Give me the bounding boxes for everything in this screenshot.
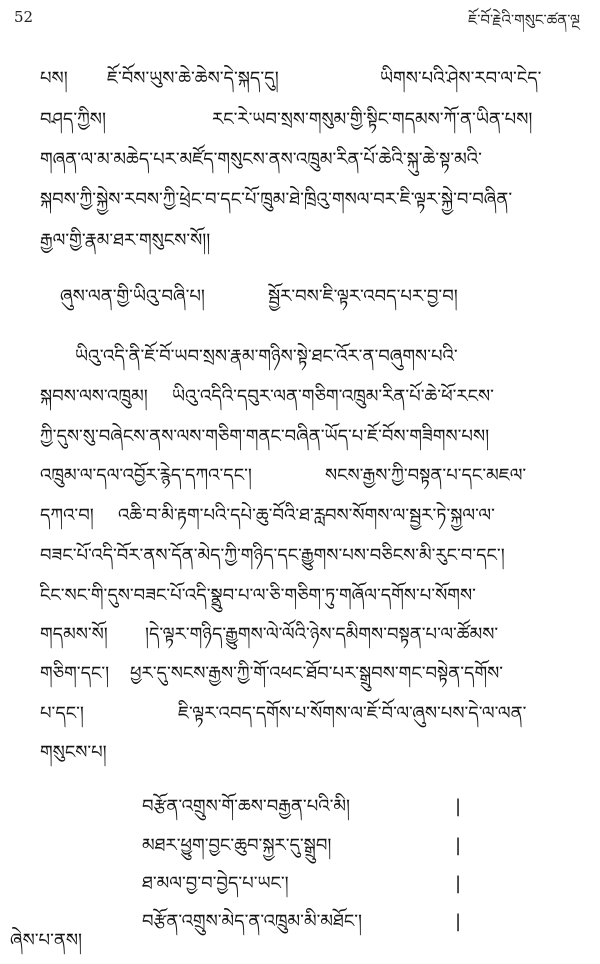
text-segment: ཇི་ལྟར་འབད་དགོས་པ་སོགས་ལ་ཇོ་བོ་ལ་ཞུས་པས་དེ་ལ་ལན་ [178, 703, 527, 724]
closing-text: ཞེས་པ་ནས། [10, 930, 82, 951]
verse-bar: | [455, 873, 462, 894]
text-segment: ངིང་སང་གི་དུས་བཟང་པོ་འདི་སྣྲུབ་པ་ལ་ཅི་གཅིག་ཏུ་གཞོལ་དགོས་པ་སོགས་ [40, 585, 476, 606]
verse-line [0, 867, 600, 907]
text-line [0, 657, 600, 697]
text-segment: པ་དང་། [40, 703, 84, 724]
text-segment: དཀའ་བ། [40, 505, 94, 526]
running-title: ཇོ་བོ་རྗེའི་གསུང་ཚན་ལྔ [468, 11, 580, 29]
text-line [0, 579, 600, 619]
text-segment: བཟང་པོ་འདི་བོར་ནས་དོན་མེད་ཀྱི་གཉིད་དང་རྒྱུགས་པས་བཅིངས་མི་རུང་བ་དང་། [40, 545, 505, 566]
text-line [0, 340, 600, 380]
text-line [0, 183, 600, 223]
text-line [0, 618, 600, 658]
text-segment: བཤད་ཀྱིས། [40, 109, 106, 130]
text-segment: ཀྱི་དུས་སུ་བཞེངས་ནས་ལས་གཅིག་གནང་བཞིན་ཡོད་པ་ཇོ་བོས་གཟིགས་པས། [40, 426, 490, 447]
verse-line [0, 829, 600, 869]
text-segment: རྒྱལ་གྱི་རྣམ་ཐར་གསུངས་སོ།། [40, 230, 211, 251]
text-line [0, 459, 600, 499]
verse-line [0, 790, 600, 830]
text-segment: །དེ་ལྟར་གཉིད་རྒྱུགས་ལེ་ལོའི་ཉེས་དམིགས་བསྟན་པ་ལ་ཚོམས་ [145, 624, 499, 645]
text-segment: ཡིའུ་འདི་ནི་ཇོ་བོ་ཡབ་སྲས་རྣམ་གཉིས་སྟེ་ཐང་འོར་ན་བཞུགས་པའི་ [75, 346, 458, 367]
text-line [0, 143, 600, 183]
text-segment: གཅིག་དང་། [40, 663, 110, 684]
verse-bar: | [455, 796, 462, 817]
text-segment: ཡིའུ་འདིའི་དབུར་ལན་གཅིག་འཁྲུམ་རིན་པོ་ཆེ་ཕོ་རངས་ [172, 386, 494, 407]
chapter-heading-left: ཞུས་ལན་གྱི་ཡིའུ་བཞི་པ། [60, 286, 205, 307]
verse-bar: | [455, 911, 462, 932]
text-segment: སྐབས་ལས་འཁྲུམ། [40, 386, 148, 407]
chapter-heading-right: སྦྱོར་བས་ཇི་ལྟར་འབད་པར་བྱ་བ། [268, 286, 458, 307]
text-line [0, 380, 600, 420]
text-segment: ཕྱར་དུ་སངས་རྒྱས་ཀྱི་གོ་འཕང་ཐོབ་པར་སྒྲུབས་གང་བསྟེན་དགོས་ [130, 663, 504, 684]
page-number: 52 [14, 8, 34, 26]
verse-text: བརྩོན་འགྲུས་མེད་ན་འཁྲུམ་མི་མཐོང་། [142, 911, 363, 932]
closing-line [0, 924, 600, 964]
text-line [0, 697, 600, 737]
text-segment: ཇོ་བོས་ཡུས་ཆེ་ཆེས་དེ་སྐད་དུ། [107, 68, 279, 89]
text-segment: གཞན་ལ་མ་མཆེད་པར་མཛོད་གསུངས་ནས་འཁྲུམ་རིན་པོ་ཆེའི་སྐུ་ཆེ་སྟ་མའི་ [40, 149, 482, 170]
text-line [0, 736, 600, 776]
text-line [0, 62, 600, 102]
verse-text: བརྩོན་འགྲུས་གོ་ཆས་བརྒྱན་པའི་མི། [142, 796, 350, 817]
text-line [0, 103, 600, 143]
text-segment: ཡིགས་པའི་ཤེས་རབ་ལ་ངེད་ [380, 68, 542, 89]
text-segment: པས། [40, 68, 68, 89]
text-segment: གསུངས་པ། [40, 742, 107, 763]
text-line [0, 499, 600, 539]
chapter-heading [0, 280, 600, 320]
text-segment: རང་རེ་ཡབ་སྲས་གསུམ་གྱི་སྟིང་གདམས་ཀོ་ན་ཡིན་པས། [212, 109, 533, 130]
verse-text: མཐར་ཕྱུག་བྱང་ཆུབ་སྐྱར་དུ་སྒྲུབ། [142, 835, 332, 856]
verse-bar: | [455, 835, 462, 856]
text-segment: སྐབས་ཀྱི་སྐྱེས་རབས་ཀྱི་ཕྲེང་བ་དང་པོ་ཁྲུམ་ཐེ་ཁྲིའུ་གསལ་བར་ཇི་ལྟར་སྐྱེ་བ་བཞིན་ [40, 189, 513, 210]
page-header [0, 0, 600, 40]
text-line [0, 539, 600, 579]
text-segment: གདམས་སོ། [40, 624, 108, 645]
text-line [0, 420, 600, 460]
text-segment: འཆི་བ་མི་རྟག་པའི་དཔེ་ཆུ་བོའི་ཐ་རླབས་སོགས་ལ་སྦྱར་ཏེ་སྐྱལ་ལ་ [118, 505, 495, 526]
text-segment: སངས་རྒྱས་ཀྱི་བསྟན་པ་དང་མཇལ་ [325, 465, 527, 486]
text-line [0, 224, 600, 264]
verse-text: ཐ་མལ་བྱ་བ་བྱེད་པ་ཡང་། [142, 873, 289, 894]
text-segment: འཁྲུམ་ལ་དལ་འབྱོར་རྙེད་དཀའ་དང་། [40, 465, 252, 486]
